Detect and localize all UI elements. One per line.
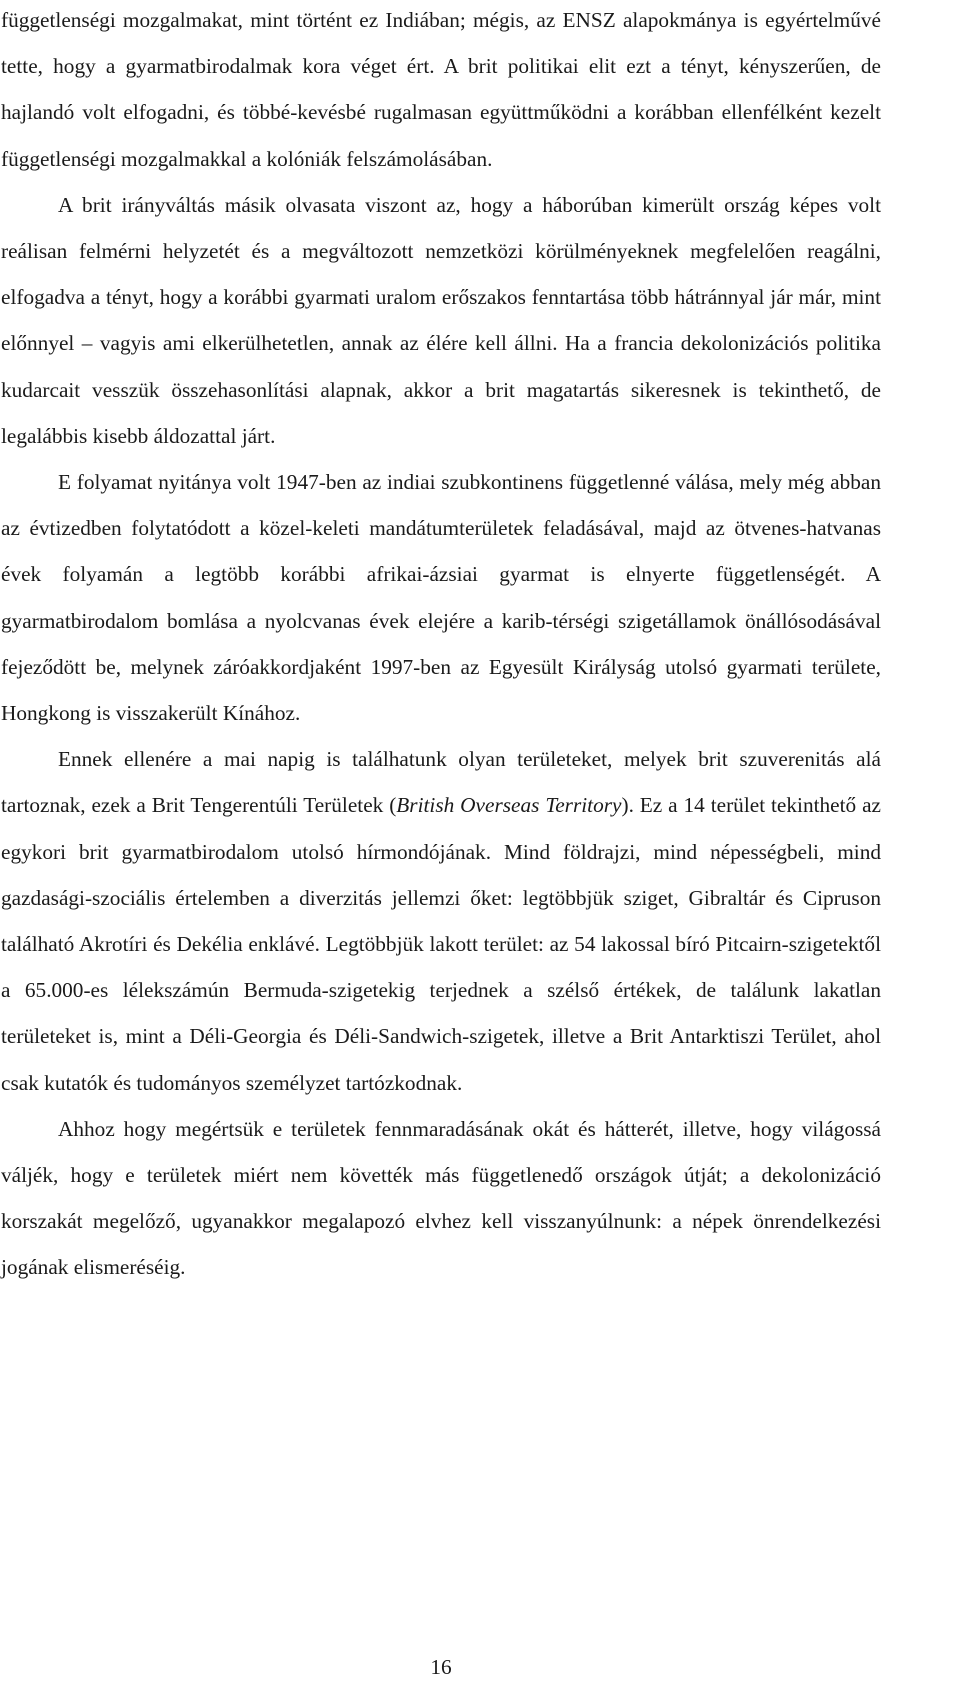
body-text — [1, 0, 881, 1291]
page-number: 16 — [430, 1655, 452, 1679]
paragraph-5: Ahhoz hogy megértsük e területek fennmaradásának okát és hátterét, illetve, hogy világossá váljék, hogy e területek miért nem követték más függetlenedő országok útját; a dekolonizáció korszakát megelőző, ugyanakkor megalapozó elvhez kell visszanyúlnunk: a népek önrendelkezési jogának elismeréséig. — [1, 1116, 881, 1280]
paragraph-4-text-after: ). Ez a 14 terület tekinthető az egykori brit gyarmatbirodalom utolsó hírmondójának. Mind földrajzi, mind népességbeli, mind gazdasági-szociális értelemben a diverzitás jellemzi őket: legtöbbjük sziget, Gibraltár és Cipruson található Akrotíri és Dekélia enklávé. Legtöbbjük lakott terület: az 54 lakossal bíró Pitcairn-szigetektől a 65.000-es lélekszámún Bermuda-szigetekig terjednek a szélső értékek, de találunk lakatlan területeket is, mint a Déli-Georgia és Déli-Sandwich-szigetek, illetve a Brit Antarktiszi Terület, ahol csak kutatók és tudományos személyzet tartózkodnak. — [1, 793, 881, 1095]
paragraph-4-text-before: Ennek ellenére a mai napig is találhatunk olyan területeket, melyek brit szuverenitás alá tartoznak, ezek a Brit Tengerentúli Területek ( — [1, 747, 881, 818]
paragraph-4-italic-term: British Overseas Territory — [396, 793, 622, 818]
paragraph-4 — [1, 736, 881, 1106]
paragraph-1: függetlenségi mozgalmakat, mint történt ez Indiában; mégis, az ENSZ alapokmánya is egyértelművé tette, hogy a gyarmatbirodalmak kora véget ért. A brit politikai elit ezt a tényt, kényszerűen, de hajlandó volt elfogadni, és többé-kevésbé rugalmasan együttműködni a korábban ellenfélként kezelt függetlenségi mozgalmakkal a kolóniák felszámolásában. — [1, 8, 881, 171]
paragraph-2: A brit irányváltás másik olvasata viszont az, hogy a háborúban kimerült ország képes volt reálisan felmérni helyzetét és a megváltozott nemzetközi körülményeknek megfelelően reagálni, elfogadva a tényt, hogy a korábbi gyarmati uralom erőszakos fenntartása több hátránnyal jár már, mint előnnyel – vagyis ami elkerülhetetlen, annak az élére kell állni. Ha a francia dekolonizációs politika kudarcait vesszük összehasonlítási alapnak, akkor a brit magatartás sikeresnek is tekinthető, de legalábbis kisebb áldozattal járt. — [1, 192, 881, 448]
paragraph-3: E folyamat nyitánya volt 1947-ben az indiai szubkontinens függetlenné válása, mely még abban az évtizedben folytatódott a közel-keleti mandátumterületek feladásával, majd az ötvenes-hatvanas évek folyamán a legtöbb korábbi afrikai-ázsiai gyarmat is elnyerte függetlenségét. A gyarmatbirodalom bomlása a nyolcvanas évek elejére a karib-térségi szigetállamok önállósodásával fejeződött be, melynek záróakkordjaként 1997-ben az Egyesült Királyság utolsó gyarmati területe, Hongkong is visszakerült Kínához. — [1, 470, 881, 726]
